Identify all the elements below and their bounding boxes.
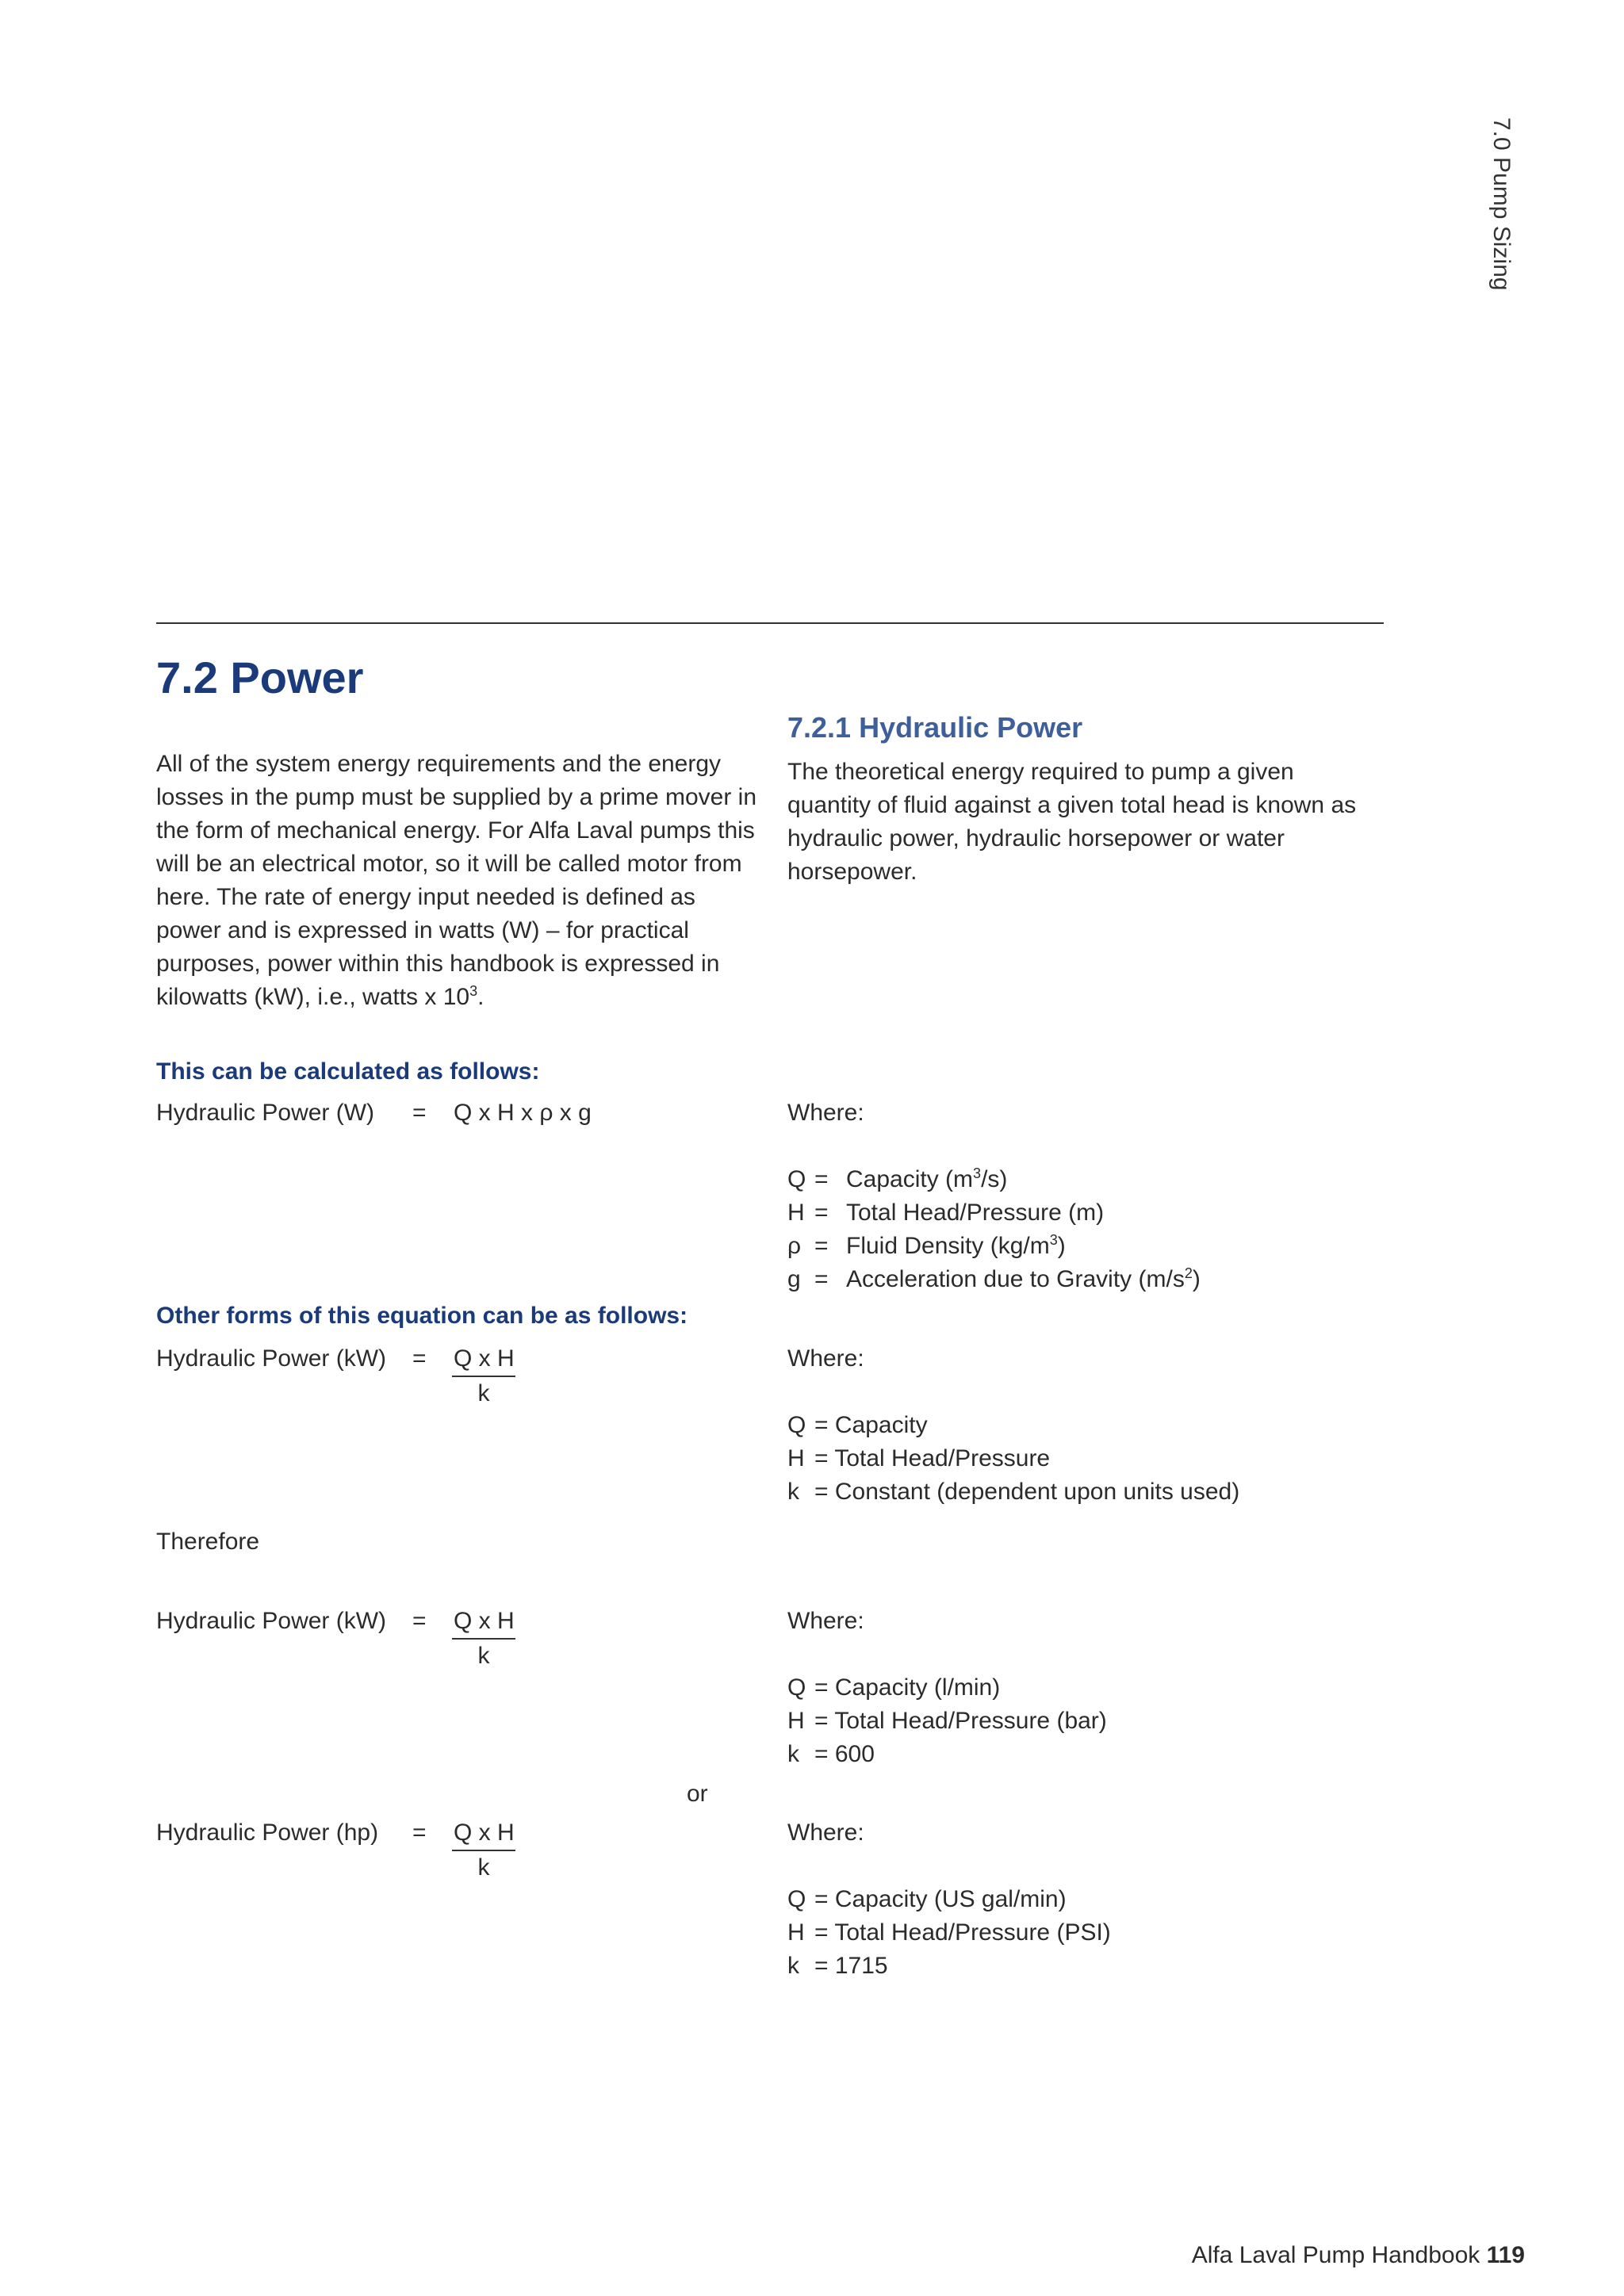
where1-row-q: Q = Capacity $(m^3/s)$: [787, 1165, 1008, 1192]
where2-row-h: H = Total Head/Pressure: [787, 1445, 1051, 1471]
where1-row-g: g = Acceleration due to Gravity $(m/s^2)$: [787, 1265, 1201, 1292]
where4-row-k: k = 1715: [787, 1953, 888, 1979]
side-tab-label: 7.0 Pump Sizing: [1488, 117, 1515, 291]
where3-list: [787, 1671, 1107, 1771]
eq2-equals: =: [412, 1345, 427, 1372]
eq2-denominator: k: [477, 1380, 490, 1406]
where4-label: Where:: [787, 1820, 864, 1846]
where4-row-q: Q = Capacity (US gal/min): [787, 1886, 1067, 1912]
where3-row-h: H = Total Head/Pressure (bar): [787, 1708, 1107, 1734]
where3-row-q: Q = Capacity (l/min): [787, 1674, 1001, 1701]
where2-row-k: k = Constant (dependent upon units used): [787, 1479, 1240, 1505]
eq3-denominator: k: [477, 1643, 490, 1669]
where1-row-rho: ρ = Fluid Density $(kg/m^3)$: [787, 1232, 1066, 1259]
where2-row-q: Q = Capacity: [787, 1412, 928, 1438]
section-title: 7.2 Power: [156, 652, 364, 702]
page-number: 119: [1486, 2242, 1525, 2268]
where1-list: [787, 1163, 1201, 1296]
subsection-title: 7.2.1 Hydraulic Power: [787, 711, 1083, 744]
eq3-numerator: Q x H: [452, 1606, 515, 1640]
eq1-rhs: Q x H x ρ x g: [454, 1100, 592, 1126]
eq4-denominator: k: [477, 1854, 490, 1881]
eq4-equals: =: [412, 1820, 427, 1846]
footer-title: Alfa Laval Pump Handbook: [1191, 2242, 1480, 2268]
where4-list: [787, 1883, 1111, 1983]
eq1-lhs: Hydraulic Power (W): [156, 1100, 375, 1126]
eq2-fraction: [452, 1344, 515, 1410]
where2-label: Where:: [787, 1345, 864, 1372]
calc-heading: This can be calculated as follows:: [156, 1058, 540, 1085]
eq3-lhs: Hydraulic Power (kW): [156, 1608, 387, 1634]
other-forms-heading: Other forms of this equation can be as follows:: [156, 1303, 688, 1329]
eq4-numerator: Q x H: [452, 1818, 515, 1851]
eq2-numerator: Q x H: [452, 1344, 515, 1377]
where2-list: [787, 1409, 1239, 1509]
page-footer: [1192, 2242, 1525, 2269]
where1-label: Where:: [787, 1100, 864, 1126]
or-text: or: [687, 1781, 708, 1807]
where1-row-h: H = Total Head/Pressure (m): [787, 1200, 1105, 1226]
subsection-paragraph: The theoretical energy required to pump a given quantity of fluid against a given total head is known as hydraulic power, hydraulic horsepower or water horsepower.: [787, 759, 1357, 885]
where4-row-h: H = Total Head/Pressure (PSI): [787, 1919, 1111, 1946]
intro-paragraph: All of the system energy requirements and the energy losses in the pump must be supplied by a prime mover in the form of mechanical energy. For Alfa Laval pumps this will be an electrical motor, so it will be called motor from here. The rate of energy input needed is defined as power and is expressed in watts (W) – for practical purposes, power within this handbook is expressed in kilowatts (kW), i.e., watts x $10^3$.: [156, 751, 757, 1010]
eq3-equals: =: [412, 1608, 427, 1634]
eq1-equals: =: [412, 1100, 427, 1126]
eq4-fraction: [452, 1818, 515, 1885]
eq3-fraction: [452, 1606, 515, 1673]
eq2-lhs: Hydraulic Power (kW): [156, 1345, 387, 1372]
section-divider: [156, 622, 1384, 624]
where3-row-k: k = 600: [787, 1741, 875, 1767]
eq4-lhs: Hydraulic Power (hp): [156, 1820, 379, 1846]
therefore-text: Therefore: [156, 1529, 260, 1555]
where3-label: Where:: [787, 1608, 864, 1634]
